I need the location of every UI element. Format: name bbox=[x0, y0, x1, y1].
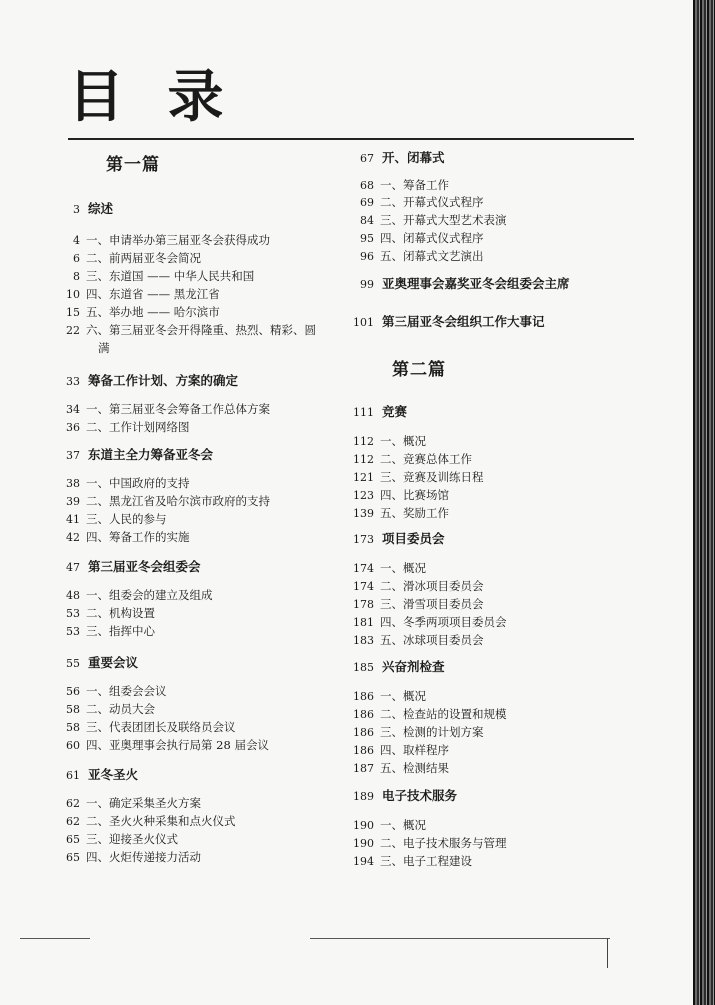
section-heading bbox=[54, 766, 138, 782]
entry-page-number: 62 bbox=[66, 797, 80, 810]
toc-entry bbox=[340, 211, 507, 227]
entry-page-number: 34 bbox=[66, 403, 80, 416]
entry-page-number: 95 bbox=[360, 232, 374, 245]
toc-entry bbox=[340, 723, 484, 739]
entry-title: 三、电子工程建设 bbox=[380, 854, 472, 868]
entry-title: 一、第三届亚冬会筹备工作总体方案 bbox=[86, 402, 270, 416]
entry-page-number: 186 bbox=[353, 708, 374, 721]
entry-title: 一、概况 bbox=[380, 818, 426, 832]
toc-entry bbox=[340, 504, 449, 520]
entry-title: 三、代表团团长及联络员会议 bbox=[86, 720, 236, 734]
section-heading bbox=[340, 658, 445, 674]
entry-page-number: 48 bbox=[66, 589, 80, 602]
section-heading bbox=[54, 446, 213, 462]
entry-page-number: 186 bbox=[353, 690, 374, 703]
entry-title: 三、检测的计划方案 bbox=[380, 725, 484, 739]
entry-page-number: 190 bbox=[353, 819, 374, 832]
entry-title: 五、举办地 —— 哈尔滨市 bbox=[86, 305, 220, 319]
section-page-number: 185 bbox=[353, 661, 374, 674]
entry-title: 五、奖励工作 bbox=[380, 506, 449, 520]
toc-entry bbox=[340, 852, 472, 868]
entry-page-number: 6 bbox=[73, 252, 80, 265]
entry-title: 三、东道国 —— 中华人民共和国 bbox=[86, 269, 255, 283]
entry-title: 四、冬季两项项目委员会 bbox=[380, 615, 507, 629]
entry-title: 六、第三届亚冬会开得隆重、热烈、精彩、圆 bbox=[86, 323, 316, 337]
entry-title: 五、冰球项目委员会 bbox=[380, 633, 484, 647]
section-page-number: 189 bbox=[353, 790, 374, 803]
entry-page-number: 186 bbox=[353, 726, 374, 739]
section-heading bbox=[54, 654, 138, 670]
entry-title: 二、前两届亚冬会简况 bbox=[86, 251, 201, 265]
section-page-number: 47 bbox=[66, 561, 80, 574]
toc-entry bbox=[54, 303, 220, 319]
toc-entry bbox=[340, 176, 449, 192]
entry-title: 一、筹备工作 bbox=[380, 178, 449, 192]
entry-title: 三、指挥中心 bbox=[86, 624, 155, 638]
page-title: 目 录 bbox=[68, 65, 236, 130]
entry-title: 二、竞赛总体工作 bbox=[380, 452, 472, 466]
section-page-number: 55 bbox=[66, 657, 80, 670]
entry-page-number: 22 bbox=[66, 324, 80, 337]
section-title: 竞赛 bbox=[382, 404, 408, 419]
entry-page-number: 62 bbox=[66, 815, 80, 828]
entry-page-number: 53 bbox=[66, 607, 80, 620]
entry-title: 四、亚奥理事会执行局第 28 届会议 bbox=[86, 738, 269, 752]
entry-page-number: 69 bbox=[360, 196, 374, 209]
entry-page-number: 58 bbox=[66, 721, 80, 734]
toc-entry bbox=[340, 816, 426, 832]
entry-title: 四、火炬传递接力活动 bbox=[86, 850, 201, 864]
entry-page-number: 96 bbox=[360, 250, 374, 263]
toc-entry bbox=[54, 622, 155, 638]
toc-entry bbox=[54, 830, 178, 846]
entry-page-number: 187 bbox=[353, 762, 374, 775]
entry-page-number: 8 bbox=[73, 270, 80, 283]
entry-title: 一、组委会会议 bbox=[86, 684, 167, 698]
section-page-number: 61 bbox=[66, 769, 80, 782]
toc-entry bbox=[54, 492, 270, 508]
entry-title: 五、检测结果 bbox=[380, 761, 449, 775]
section-title: 项目委员会 bbox=[382, 531, 445, 546]
entry-title: 三、滑雪项目委员会 bbox=[380, 597, 484, 611]
toc-entry bbox=[54, 510, 167, 526]
entry-title: 满 bbox=[98, 341, 110, 355]
toc-entry bbox=[54, 528, 190, 544]
section-title: 第三届亚冬会组委会 bbox=[88, 559, 201, 574]
entry-page-number: 38 bbox=[66, 477, 80, 490]
toc-entry bbox=[340, 468, 484, 484]
section-title: 东道主全力筹备亚冬会 bbox=[88, 447, 214, 462]
toc-entry bbox=[54, 231, 270, 247]
section-heading bbox=[340, 149, 445, 165]
toc-entry bbox=[54, 474, 190, 490]
entry-title: 一、组委会的建立及组成 bbox=[86, 588, 213, 602]
toc-entry bbox=[340, 631, 484, 647]
entry-page-number: 65 bbox=[66, 833, 80, 846]
section-page-number: 173 bbox=[353, 533, 374, 546]
section-heading bbox=[340, 275, 570, 291]
entry-title: 二、工作计划网络图 bbox=[86, 420, 190, 434]
toc-entry bbox=[340, 705, 507, 721]
title-rule bbox=[68, 138, 634, 140]
entry-title: 一、概况 bbox=[380, 561, 426, 575]
entry-page-number: 58 bbox=[66, 703, 80, 716]
entry-page-number: 4 bbox=[73, 234, 80, 247]
entry-title: 二、动员大会 bbox=[86, 702, 155, 716]
section-heading bbox=[340, 787, 457, 803]
section-heading bbox=[340, 530, 445, 546]
section-title: 第三届亚冬会组织工作大事记 bbox=[382, 314, 545, 329]
entry-title: 四、闭幕式仪式程序 bbox=[380, 231, 484, 245]
entry-title: 四、东道省 —— 黑龙江省 bbox=[86, 287, 220, 301]
entry-title: 四、筹备工作的实施 bbox=[86, 530, 190, 544]
section-heading bbox=[54, 372, 238, 388]
toc-entry bbox=[54, 586, 213, 602]
entry-page-number: 36 bbox=[66, 421, 80, 434]
entry-title: 三、开幕式大型艺术表演 bbox=[380, 213, 507, 227]
toc-entry bbox=[54, 700, 155, 716]
entry-title: 一、申请举办第三届亚冬会获得成功 bbox=[86, 233, 270, 247]
section-heading bbox=[54, 200, 113, 216]
entry-page-number: 139 bbox=[353, 507, 374, 520]
section-title: 开、闭幕式 bbox=[382, 150, 445, 165]
entry-page-number: 41 bbox=[66, 513, 80, 526]
entry-page-number: 123 bbox=[353, 489, 374, 502]
entry-title: 三、人民的参与 bbox=[86, 512, 167, 526]
part-two-title: 第二篇 bbox=[392, 360, 446, 380]
toc-entry bbox=[54, 794, 201, 810]
toc-entry bbox=[340, 595, 484, 611]
entry-page-number: 39 bbox=[66, 495, 80, 508]
toc-entry bbox=[54, 604, 155, 620]
toc-entry bbox=[340, 759, 449, 775]
section-page-number: 99 bbox=[360, 278, 374, 291]
entry-title: 三、竞赛及训练日程 bbox=[380, 470, 484, 484]
toc-entry bbox=[340, 559, 426, 575]
section-page-number: 111 bbox=[353, 406, 374, 419]
toc-entry bbox=[54, 848, 201, 864]
entry-page-number: 181 bbox=[353, 616, 374, 629]
entry-page-number: 15 bbox=[66, 306, 80, 319]
toc-entry bbox=[54, 682, 167, 698]
entry-page-number: 121 bbox=[353, 471, 374, 484]
entry-title: 二、滑冰项目委员会 bbox=[380, 579, 484, 593]
entry-title: 四、取样程序 bbox=[380, 743, 449, 757]
toc-entry bbox=[340, 193, 484, 209]
entry-title: 一、概况 bbox=[380, 434, 426, 448]
toc-entry bbox=[340, 432, 426, 448]
toc-entry bbox=[54, 339, 110, 355]
page-edge-shadow bbox=[693, 0, 715, 1005]
entry-page-number: 84 bbox=[360, 214, 374, 227]
section-page-number: 101 bbox=[353, 316, 374, 329]
entry-page-number: 178 bbox=[353, 598, 374, 611]
entry-page-number: 112 bbox=[353, 435, 374, 448]
toc-entry bbox=[340, 687, 426, 703]
section-page-number: 67 bbox=[360, 152, 374, 165]
entry-page-number: 65 bbox=[66, 851, 80, 864]
entry-page-number: 10 bbox=[66, 288, 80, 301]
entry-page-number: 60 bbox=[66, 739, 80, 752]
entry-title: 四、比赛场馆 bbox=[380, 488, 449, 502]
entry-title: 五、闭幕式文艺演出 bbox=[380, 249, 484, 263]
entry-title: 二、圣火火种采集和点火仪式 bbox=[86, 814, 236, 828]
section-title: 亚冬圣火 bbox=[88, 767, 139, 782]
section-title: 重要会议 bbox=[88, 655, 139, 670]
section-heading bbox=[54, 558, 201, 574]
entry-title: 一、中国政府的支持 bbox=[86, 476, 190, 490]
toc-entry bbox=[340, 577, 484, 593]
toc-entry bbox=[54, 400, 270, 416]
entry-page-number: 56 bbox=[66, 685, 80, 698]
section-title: 电子技术服务 bbox=[382, 788, 458, 803]
entry-page-number: 174 bbox=[353, 562, 374, 575]
entry-page-number: 186 bbox=[353, 744, 374, 757]
entry-page-number: 42 bbox=[66, 531, 80, 544]
section-title: 综述 bbox=[88, 201, 114, 216]
entry-title: 二、黑龙江省及哈尔滨市政府的支持 bbox=[86, 494, 270, 508]
entry-title: 二、电子技术服务与管理 bbox=[380, 836, 507, 850]
toc-entry bbox=[54, 418, 190, 434]
toc-entry bbox=[340, 613, 507, 629]
section-title: 亚奥理事会嘉奖亚冬会组委会主席 bbox=[382, 276, 570, 291]
bottom-tick bbox=[607, 938, 608, 968]
entry-title: 二、检查站的设置和规模 bbox=[380, 707, 507, 721]
bottom-rule-right bbox=[310, 938, 610, 939]
toc-entry bbox=[340, 247, 484, 263]
entry-title: 一、确定采集圣火方案 bbox=[86, 796, 201, 810]
part-one-title: 第一篇 bbox=[106, 155, 160, 175]
section-heading bbox=[340, 313, 545, 329]
entry-title: 二、机构设置 bbox=[86, 606, 155, 620]
entry-page-number: 112 bbox=[353, 453, 374, 466]
entry-page-number: 53 bbox=[66, 625, 80, 638]
entry-title: 一、概况 bbox=[380, 689, 426, 703]
toc-entry bbox=[340, 450, 472, 466]
toc-entry bbox=[54, 249, 201, 265]
toc-entry bbox=[340, 834, 507, 850]
section-heading bbox=[340, 403, 407, 419]
toc-entry bbox=[54, 267, 254, 283]
toc-entry bbox=[54, 812, 236, 828]
entry-page-number: 183 bbox=[353, 634, 374, 647]
entry-title: 二、开幕式仪式程序 bbox=[380, 195, 484, 209]
section-page-number: 33 bbox=[66, 375, 80, 388]
toc-entry bbox=[340, 741, 449, 757]
toc-entry bbox=[340, 486, 449, 502]
section-title: 筹备工作计划、方案的确定 bbox=[88, 373, 239, 388]
section-page-number: 37 bbox=[66, 449, 80, 462]
entry-title: 三、迎接圣火仪式 bbox=[86, 832, 178, 846]
toc-entry bbox=[54, 736, 269, 752]
bottom-rule-left bbox=[20, 938, 90, 939]
toc-entry bbox=[54, 321, 316, 337]
entry-page-number: 174 bbox=[353, 580, 374, 593]
entry-page-number: 68 bbox=[360, 179, 374, 192]
toc-entry bbox=[54, 285, 220, 301]
section-page-number: 3 bbox=[73, 203, 80, 216]
toc-entry bbox=[340, 229, 484, 245]
section-title: 兴奋剂检查 bbox=[382, 659, 445, 674]
entry-page-number: 194 bbox=[353, 855, 374, 868]
entry-page-number: 190 bbox=[353, 837, 374, 850]
toc-entry bbox=[54, 718, 236, 734]
